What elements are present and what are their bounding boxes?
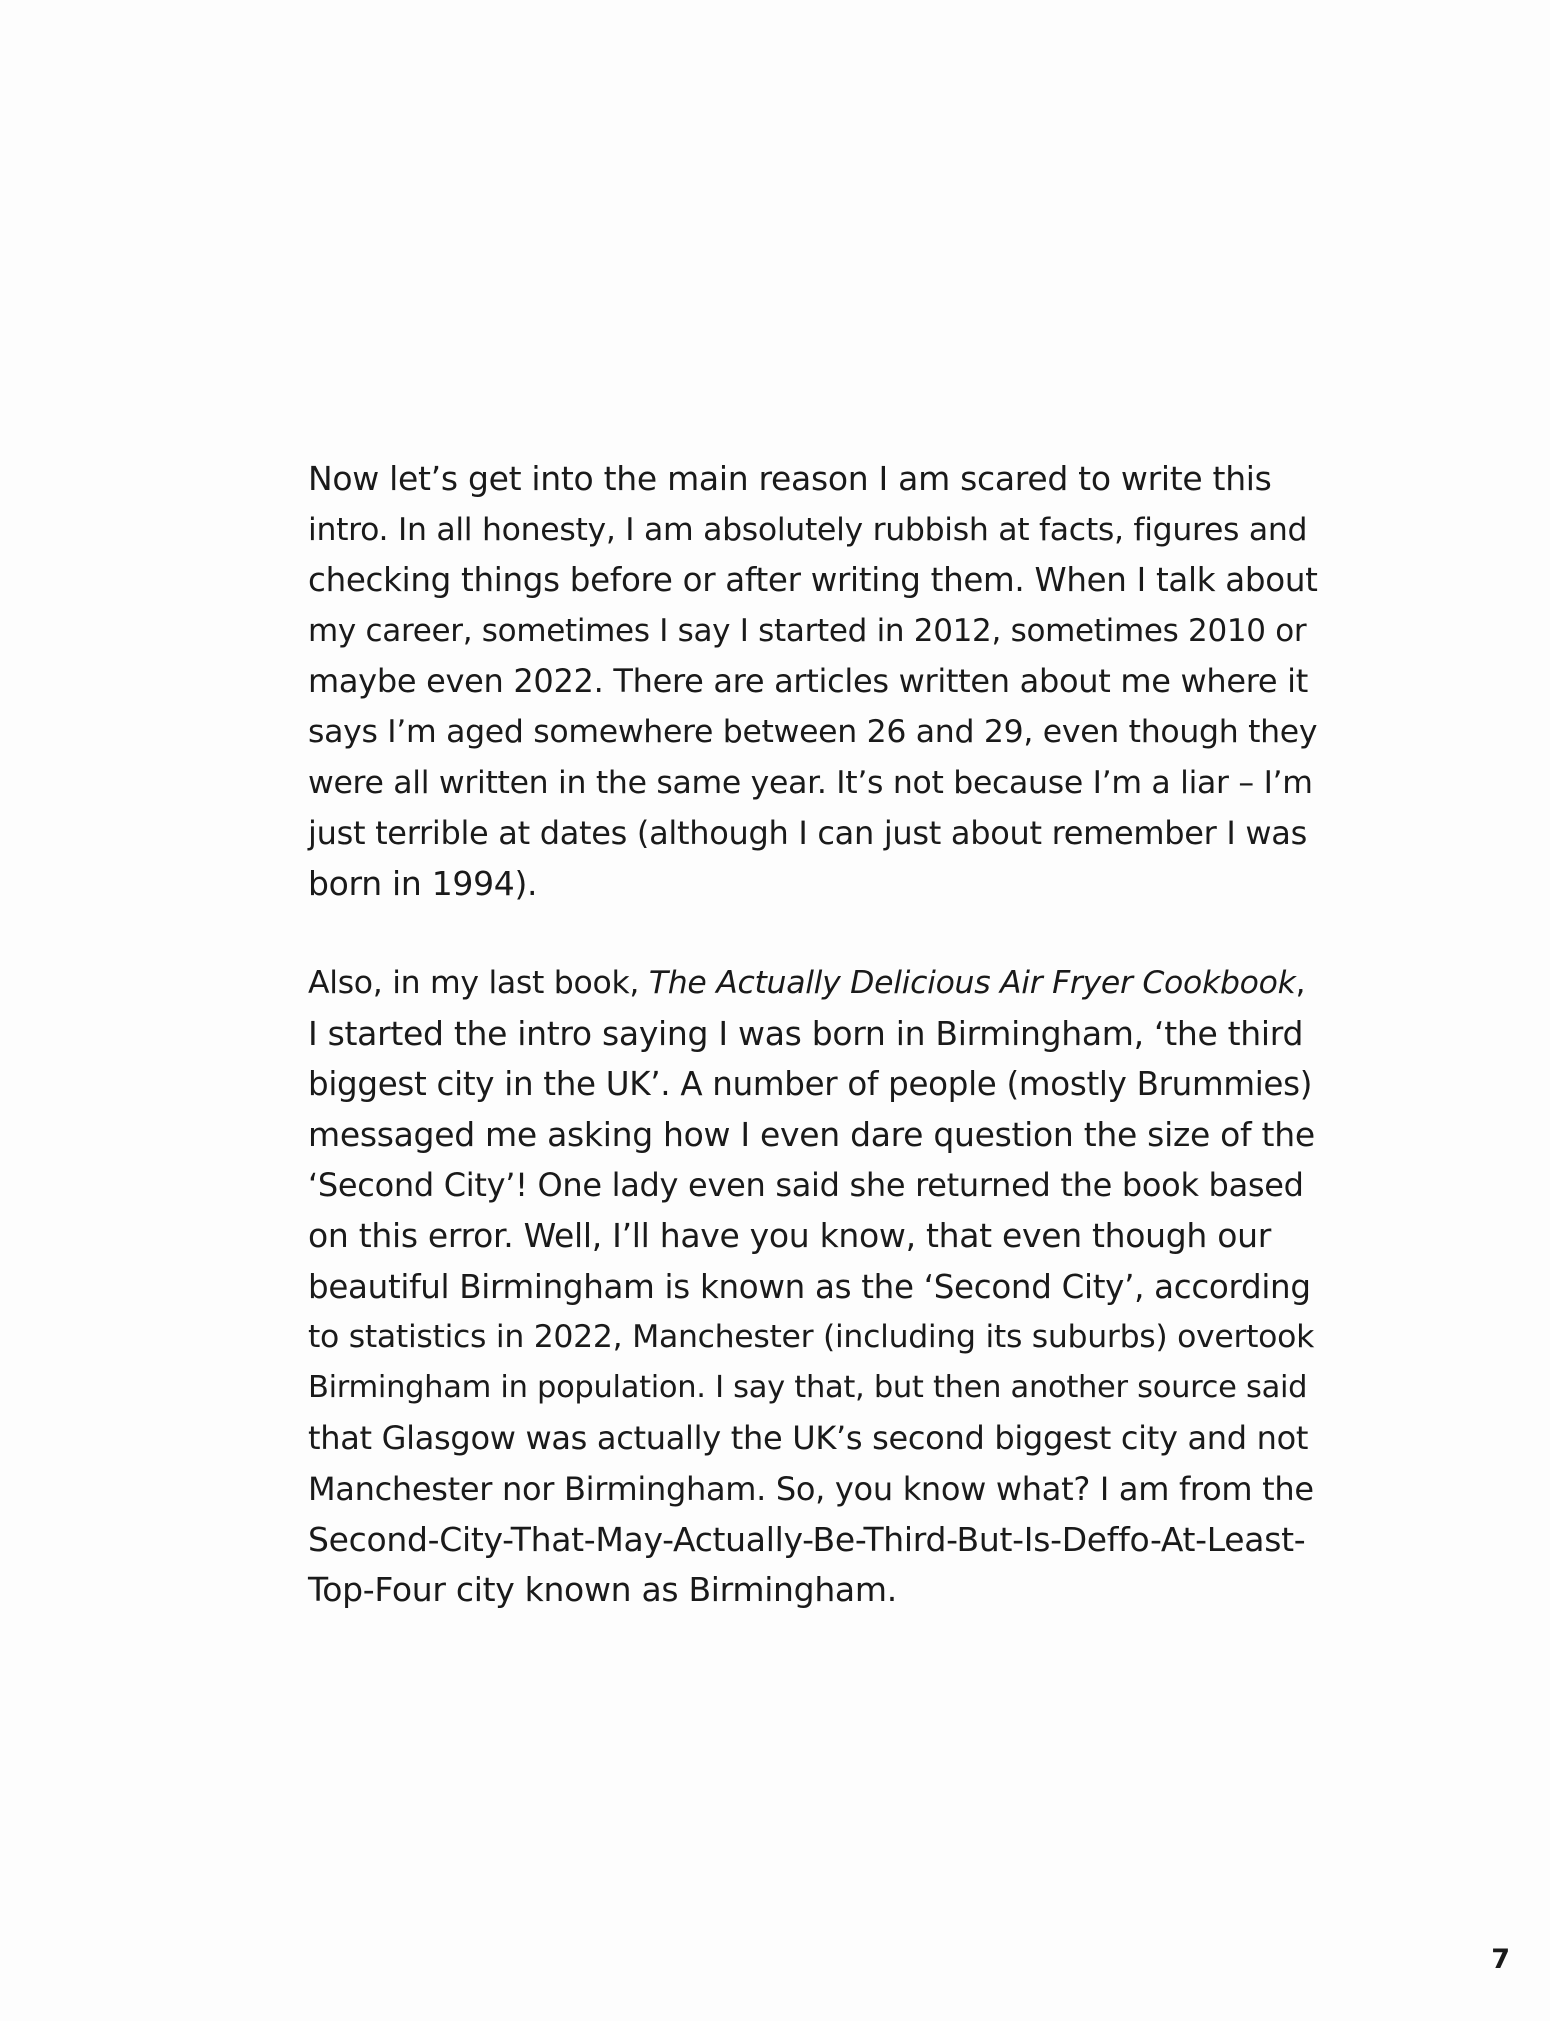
paragraph-line: says I’m aged somewhere between 26 and 29, even though they [308,713,1318,750]
paragraph-line: on this error. Well, I’ll have you know, that even though our [308,1215,1271,1255]
paragraph-line: I started the intro saying I was born in Birmingham, ‘the third [308,1013,1304,1053]
paragraph-line: checking things before or after writing them. When I talk about [308,561,1318,600]
paragraph-line: intro. In all honesty, I am absolutely rubbish at facts, figures and [308,511,1308,548]
paragraph-line: Birmingham in population. I say that, but then another source said [308,1369,1308,1405]
paragraph-1 [308,454,1318,909]
line-suffix: , [1295,965,1306,1001]
paragraph-line: just terrible at dates (although I can just about remember I was [308,814,1307,853]
line-prefix: Also, in my last book, [308,965,649,1001]
paragraph-first-line [308,958,1318,1009]
paragraph-line: my career, sometimes I say I started in 2012, sometimes 2010 or [308,612,1307,649]
paragraph-line: Second-City-That-May-Actually-Be-Third-But-Is-Deffo-At-Least- [308,1519,1306,1559]
paragraph-line: biggest city in the UK’. A number of people (mostly Brummies) [308,1065,1313,1104]
paragraph-2 [308,958,1318,1616]
paragraph-line: that Glasgow was actually the UK’s second biggest city and not [308,1419,1309,1458]
paragraph-line: Manchester nor Birmingham. So, you know what? I am from the [308,1469,1314,1508]
paragraph-line: maybe even 2022. There are articles written about me where it [308,662,1308,701]
paragraph-line: to statistics in 2022, Manchester (including its suburbs) overtook [308,1319,1315,1356]
paragraph-line: Now let’s get into the main reason I am scared to write this [308,459,1272,498]
page-number: 7 [1491,1944,1510,1975]
paragraph-line: beautiful Birmingham is known as the ‘Second City’, according [308,1267,1311,1306]
paragraph-line: Top-Four city known as Birmingham. [308,1570,897,1610]
book-title: The Actually Delicious Air Fryer Cookbook [648,965,1296,1001]
paragraph-line: messaged me asking how I even dare question the size of the [308,1114,1315,1154]
paragraph-line: ‘Second City’! One lady even said she returned the book based [308,1166,1304,1205]
paragraph-line: were all written in the same year. It’s not because I’m a liar – I’m [308,764,1313,801]
paragraph-line: born in 1994). [308,863,538,903]
